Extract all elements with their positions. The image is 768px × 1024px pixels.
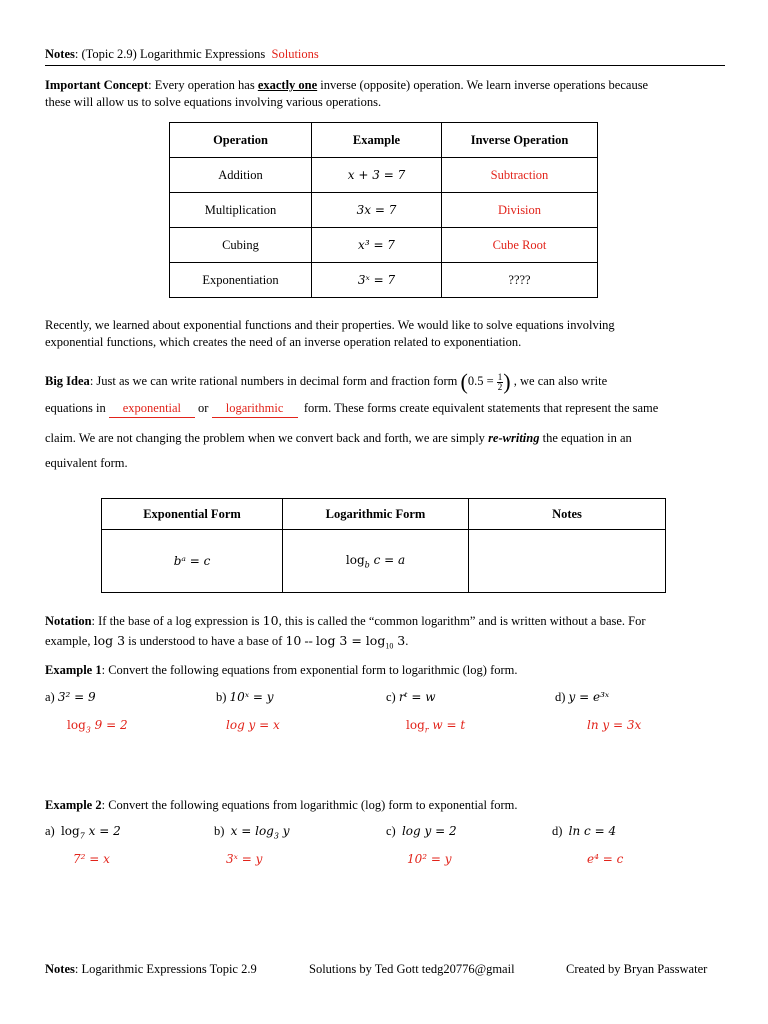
big-idea-line-3a: claim. We are not changing the problem when we convert back and forth, we are simply [45,431,489,445]
notation-text-4: is understood to have a base of [125,634,286,648]
problem-post: x = 2 [84,824,121,838]
recent-paragraph [45,317,745,351]
big-idea-line-1: Big Idea: Just as we can write rational numbers in decimal form and fraction form (0.5 = $\frac{1}{2}$ ) , we can also write [45,369,608,395]
item-letter: d) [552,824,563,838]
example-1-text: : Convert the following equations from exponential form to logarithmic (log) form. [101,663,518,677]
rewriting-emphasis: re-writing [488,431,540,445]
example-1-answer-d [587,718,641,732]
fraction-denominator: 2 [497,381,503,392]
big-idea-line-2 [45,400,745,418]
ops-cell-operation: Multiplication [170,193,312,228]
item-letter: c) [386,690,396,704]
answer-base: r [424,725,429,735]
blank-logarithmic: logarithmic [212,400,298,418]
ops-header-inverse: Inverse Operation [442,123,598,158]
forms-header-logarithmic: Logarithmic Form [283,499,469,530]
ops-cell-inverse: Division [442,193,598,228]
answer-text: log y = x [226,718,280,732]
page-footer [45,962,257,977]
notation-text-2: , this is called the “common logarithm” and is written without a base. For [278,614,646,628]
answer-log: log [67,718,86,732]
notation-period: . [405,634,409,648]
notation-ten-2: 10 [285,633,302,648]
concept-emphasis: exactly one [257,78,318,92]
decimal-form: 0.5 = [467,374,494,388]
answer-base: 3 [85,725,91,735]
big-idea-line-3 [45,426,745,476]
problem-post: y [278,824,290,838]
example-1-answer-a [67,718,128,734]
notation-text-3: example, [45,634,94,648]
ops-cell-operation: Addition [170,158,312,193]
item-letter: b) [216,690,227,704]
ops-cell-example: 3x = 7 [312,193,442,228]
table-row [170,263,598,298]
recent-line-2: exponential functions, which creates the need of an inverse operation related to exponentiation. [45,335,522,349]
footer-solutions-credit: Solutions by Ted Gott tedg20776@gmail [309,962,515,976]
table-row [170,193,598,228]
example-2-item-a [45,824,121,840]
notation-dash: -- [301,634,316,648]
example-2-answer-b: 3ˣ = y [226,852,263,866]
answer-rest: w = t [428,718,466,732]
header-label: Notes [45,47,75,61]
big-idea-line-3b: the equation in an [539,431,632,445]
item-letter: a) [45,824,55,838]
forms-cell-notes [469,530,666,593]
notation-eq-base: 10 [385,641,394,651]
example-2-answer-d: e⁴ = c [587,852,624,866]
notation-ten: 10 [262,613,279,628]
big-idea-or: or [198,401,209,415]
example-2-item-d [552,824,616,839]
example-2-item-b [214,824,290,840]
header-topic: : (Topic 2.9) Logarithmic Expressions [74,47,266,61]
example-2-text: : Convert the following equations from logarithmic (log) form to exponential form. [101,798,518,812]
big-idea-text-2: , we can also write [513,374,608,388]
ops-cell-example: x³ = 7 [312,228,442,263]
notation-eq-left: log 3 = log [315,633,386,648]
item-problem: 10ˣ = y [229,690,274,704]
example-2-answer-c: 10² = y [407,852,452,866]
answer-text: ln y = 3x [587,718,642,732]
ops-cell-inverse: Cube Root [442,228,598,263]
example-1-answer-c [406,718,465,734]
example-2-answer-a: 7² = x [73,852,110,866]
concept-label: Important Concept [45,78,149,92]
concept-text-2: inverse (opposite) operation. We learn inverse operations because [317,78,649,92]
big-idea-line-4: equivalent form. [45,456,128,470]
table-row [102,530,666,593]
example-1-label: Example 1 [45,663,102,677]
notation-text: : If the base of a log expression is [91,614,263,628]
concept-text: : Every operation has [148,78,258,92]
example-2-heading [45,798,518,813]
forms-cell-exponential: bᵃ = c [102,530,283,593]
item-problem: rᵗ = w [398,690,436,704]
ops-cell-operation: Exponentiation [170,263,312,298]
item-problem: ln c = 4 [568,824,617,838]
recent-line-1: Recently, we learned about exponential functions and their properties. We would like to solve equations involving [45,318,615,332]
blank-exponential: exponential [109,400,195,418]
notation-label: Notation [45,614,92,628]
item-problem: y = e³ˣ [568,690,610,704]
item-letter: d) [555,690,566,704]
operations-table [169,122,598,298]
footer-label: Notes [45,962,75,976]
item-problem: 3² = 9 [57,690,96,704]
ops-cell-inverse: ???? [442,263,598,298]
item-problem [60,824,121,841]
answer-log: log [406,718,425,732]
big-idea-post-blank: form. These forms create equivalent statements that represent the same [303,401,659,415]
forms-cell-logarithmic [283,530,469,593]
item-problem: log y = 2 [401,824,457,838]
item-letter: a) [45,690,55,704]
concept-paragraph [45,77,735,111]
ops-cell-inverse: Subtraction [442,158,598,193]
big-idea-pre-blank: equations in [45,401,106,415]
page-header [45,47,319,62]
example-1-item-c [386,690,436,705]
forms-header-notes: Notes [469,499,666,530]
problem-base: 3 [273,831,279,841]
notation-log3: log 3 [93,633,126,648]
log-rest: c = a [369,552,406,567]
forms-table [101,498,666,593]
problem-pre: log [60,824,80,838]
log-base: b [364,560,370,570]
footer-created-credit: Created by Bryan Passwater [566,962,708,976]
item-letter: b) [214,824,225,838]
example-1-heading [45,663,518,678]
example-1-item-a [45,690,96,705]
problem-pre: x = log [230,824,274,838]
ops-cell-example: 3ˣ = 7 [312,263,442,298]
ops-header-example: Example [312,123,442,158]
answer-rest: 9 = 2 [90,718,128,732]
example-2-label: Example 2 [45,798,102,812]
example-1-item-d [555,690,609,705]
ops-cell-operation: Cubing [170,228,312,263]
item-problem [230,824,290,841]
example-1-answer-b [226,718,280,732]
problem-base: 7 [79,831,85,841]
header-rule [45,65,725,66]
footer-topic: : Logarithmic Expressions Topic 2.9 [74,962,257,976]
item-letter: c) [386,824,396,838]
example-2-item-c [386,824,457,839]
ops-header-operation: Operation [170,123,312,158]
fraction-numerator: 1 [497,371,503,382]
ops-cell-example: x + 3 = 7 [312,158,442,193]
big-idea-label: Big Idea [45,374,90,388]
big-idea-text: : Just as we can write rational numbers in decimal form and fraction form [89,374,458,388]
log-text: log [345,552,365,567]
notation-eq-right: 3 [393,633,406,648]
forms-header-exponential: Exponential Form [102,499,283,530]
notation-paragraph [45,611,745,657]
concept-line-2: these will allow us to solve equations involving various operations. [45,95,382,109]
example-1-item-b [216,690,274,705]
header-solutions: Solutions [271,47,319,61]
table-row [170,228,598,263]
table-row [170,158,598,193]
